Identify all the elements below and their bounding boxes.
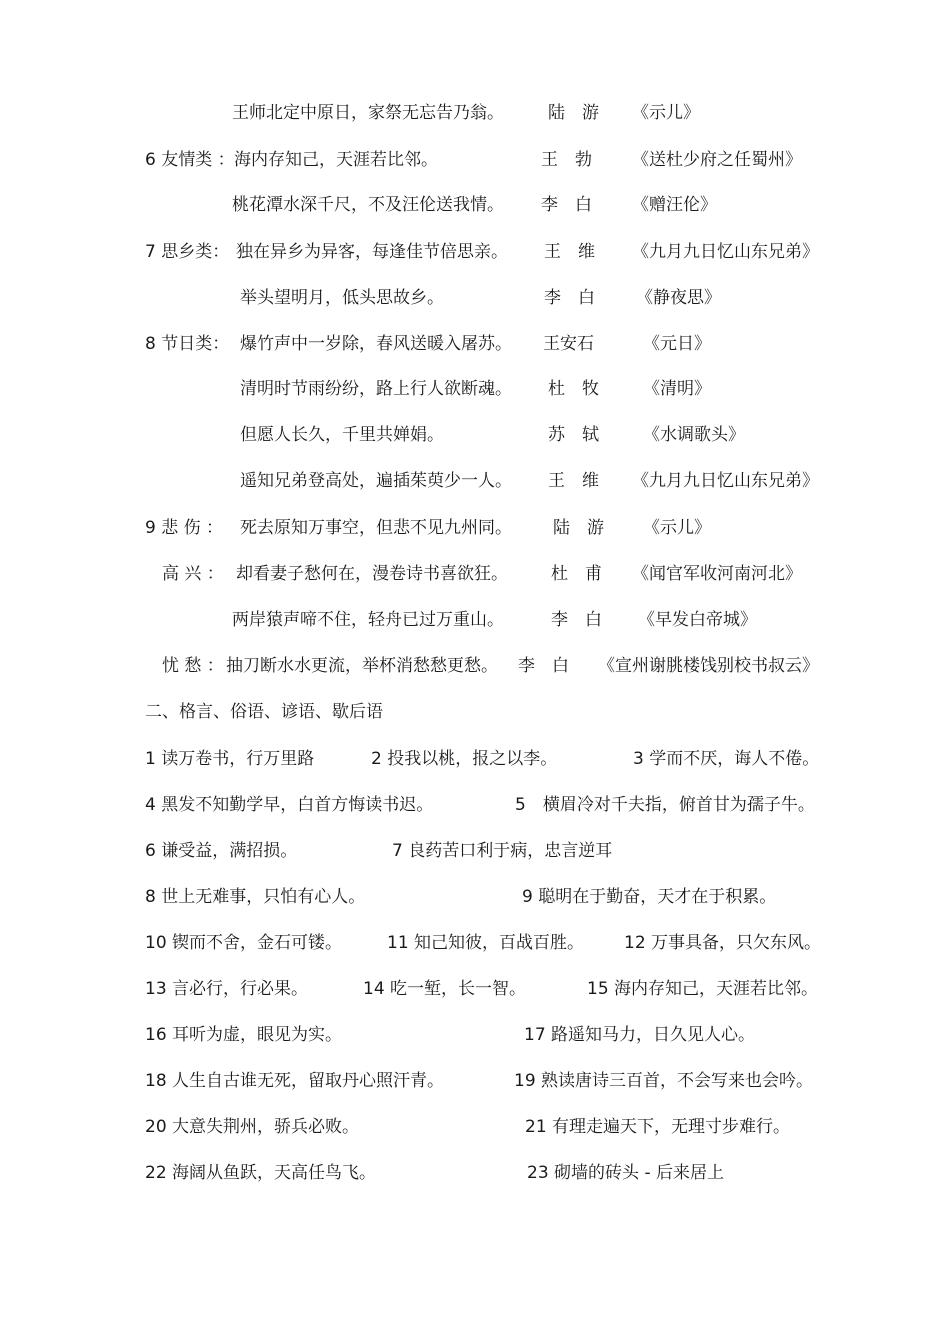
- poem-line: 却看妻子愁何在，漫卷诗书喜欲狂。: [236, 564, 508, 584]
- poem-title: 《早发白帝城》: [638, 610, 757, 630]
- saying-item: 23 砌墙的砖头 - 后来居上: [527, 1163, 724, 1183]
- poem-author: 王 维: [544, 242, 595, 262]
- poem-author: 王 维: [548, 471, 599, 491]
- poem-category: 6 友情类 ：: [145, 150, 235, 170]
- poem-author: 李 白: [518, 656, 569, 676]
- poem-line: 清明时节雨纷纷，路上行人欲断魂。: [240, 379, 512, 399]
- poem-author: 李 白: [551, 610, 602, 630]
- poem-author: 苏 轼: [548, 425, 599, 445]
- poem-line: 两岸猿声啼不住，轻舟已过万重山。: [232, 610, 504, 630]
- saying-item: 1 读万卷书，行万里路: [145, 749, 315, 769]
- poem-author: 李 白: [544, 288, 595, 308]
- poem-title: 《静夜思》: [636, 288, 721, 308]
- poem-title: 《闻官军收河南河北》: [632, 564, 802, 584]
- poem-author: 李 白: [541, 195, 592, 215]
- poem-title: 《九月九日忆山东兄弟》: [632, 242, 819, 262]
- saying-item: 19 熟读唐诗三百首，不会写来也会吟。: [514, 1071, 814, 1091]
- saying-item: 10 锲而不舍，金石可镂。: [145, 933, 343, 953]
- saying-item: 3 学而不厌，诲人不倦。: [633, 749, 820, 769]
- saying-item: 4 黑发不知勤学早，白首方悔读书迟。: [145, 795, 434, 815]
- saying-item: 18 人生自古谁无死，留取丹心照汗青。: [145, 1071, 445, 1091]
- poem-author: 王安石: [543, 334, 594, 354]
- saying-item: 17 路遥知马力，日久见人心。: [524, 1025, 756, 1045]
- poem-line: 但愿人长久，千里共婵娟。: [240, 425, 444, 445]
- saying-item: 7 良药苦口利于病，忠言逆耳: [392, 841, 613, 861]
- poem-line: 桃花潭水深千尺，不及汪伦送我情。: [232, 195, 504, 215]
- saying-item: 13 言必行，行必果。: [145, 979, 309, 999]
- poem-title: 《水调歌头》: [643, 425, 745, 445]
- saying-item: 14 吃一堑，长一智。: [363, 979, 527, 999]
- poem-title: 《宣州谢朓楼饯别校书叔云》: [598, 656, 819, 676]
- poem-category: 8 节日类：: [145, 334, 230, 354]
- poem-title: 《九月九日忆山东兄弟》: [632, 471, 819, 491]
- poem-line: 爆竹声中一岁除，春风送暖入屠苏。: [240, 334, 512, 354]
- poem-category: 9 悲 伤 ：: [145, 518, 224, 538]
- poem-title: 《赠汪伦》: [632, 195, 717, 215]
- poem-title: 《示儿》: [643, 518, 711, 538]
- saying-item: 15 海内存知己，天涯若比邻。: [587, 979, 819, 999]
- saying-item: 8 世上无难事，只怕有心人。: [145, 887, 366, 907]
- saying-item: 11 知己知彼，百战百胜。: [387, 933, 585, 953]
- poem-category: 高 兴 ：: [162, 564, 224, 584]
- saying-item: 20 大意失荆州，骄兵必败。: [145, 1117, 360, 1137]
- saying-item: 22 海阔从鱼跃，天高任鸟飞。: [145, 1163, 377, 1183]
- saying-item: 5 横眉冷对千夫指，俯首甘为孺子牛。: [515, 795, 815, 815]
- poem-category: 7 思乡类：: [145, 242, 230, 262]
- poem-author: 杜 甫: [551, 564, 602, 584]
- poem-title: 《送杜少府之任蜀州》: [632, 150, 802, 170]
- saying-item: 2 投我以桃，报之以李。: [371, 749, 558, 769]
- section-heading: 二、格言、俗语、谚语、歇后语: [145, 702, 383, 722]
- poem-author: 陆 游: [553, 518, 604, 538]
- poem-line: 抽刀断水水更流，举杯消愁愁更愁。: [226, 656, 498, 676]
- poem-category: 忧 愁 ：: [162, 656, 224, 676]
- poem-line: 王师北定中原日，家祭无忘告乃翁。: [232, 103, 504, 123]
- poem-line: 举头望明月，低头思故乡。: [240, 288, 444, 308]
- saying-item: 21 有理走遍天下，无理寸步难行。: [525, 1117, 791, 1137]
- poem-author: 陆 游: [548, 103, 599, 123]
- poem-line: 死去原知万事空，但悲不见九州同。: [240, 518, 512, 538]
- saying-item: 16 耳听为虚，眼见为实。: [145, 1025, 343, 1045]
- poem-line: 海内存知己，天涯若比邻。: [234, 150, 438, 170]
- poem-title: 《元日》: [643, 334, 711, 354]
- poem-author: 王 勃: [541, 150, 592, 170]
- poem-title: 《示儿》: [632, 103, 700, 123]
- poem-line: 遥知兄弟登高处，遍插茱萸少一人。: [240, 471, 512, 491]
- poem-title: 《清明》: [643, 379, 711, 399]
- poem-author: 杜 牧: [548, 379, 599, 399]
- saying-item: 6 谦受益，满招损。: [145, 841, 298, 861]
- poem-line: 独在异乡为异客，每逢佳节倍思亲。: [236, 242, 508, 262]
- saying-item: 9 聪明在于勤奋，天才在于积累。: [522, 887, 777, 907]
- saying-item: 12 万事具备，只欠东风。: [624, 933, 822, 953]
